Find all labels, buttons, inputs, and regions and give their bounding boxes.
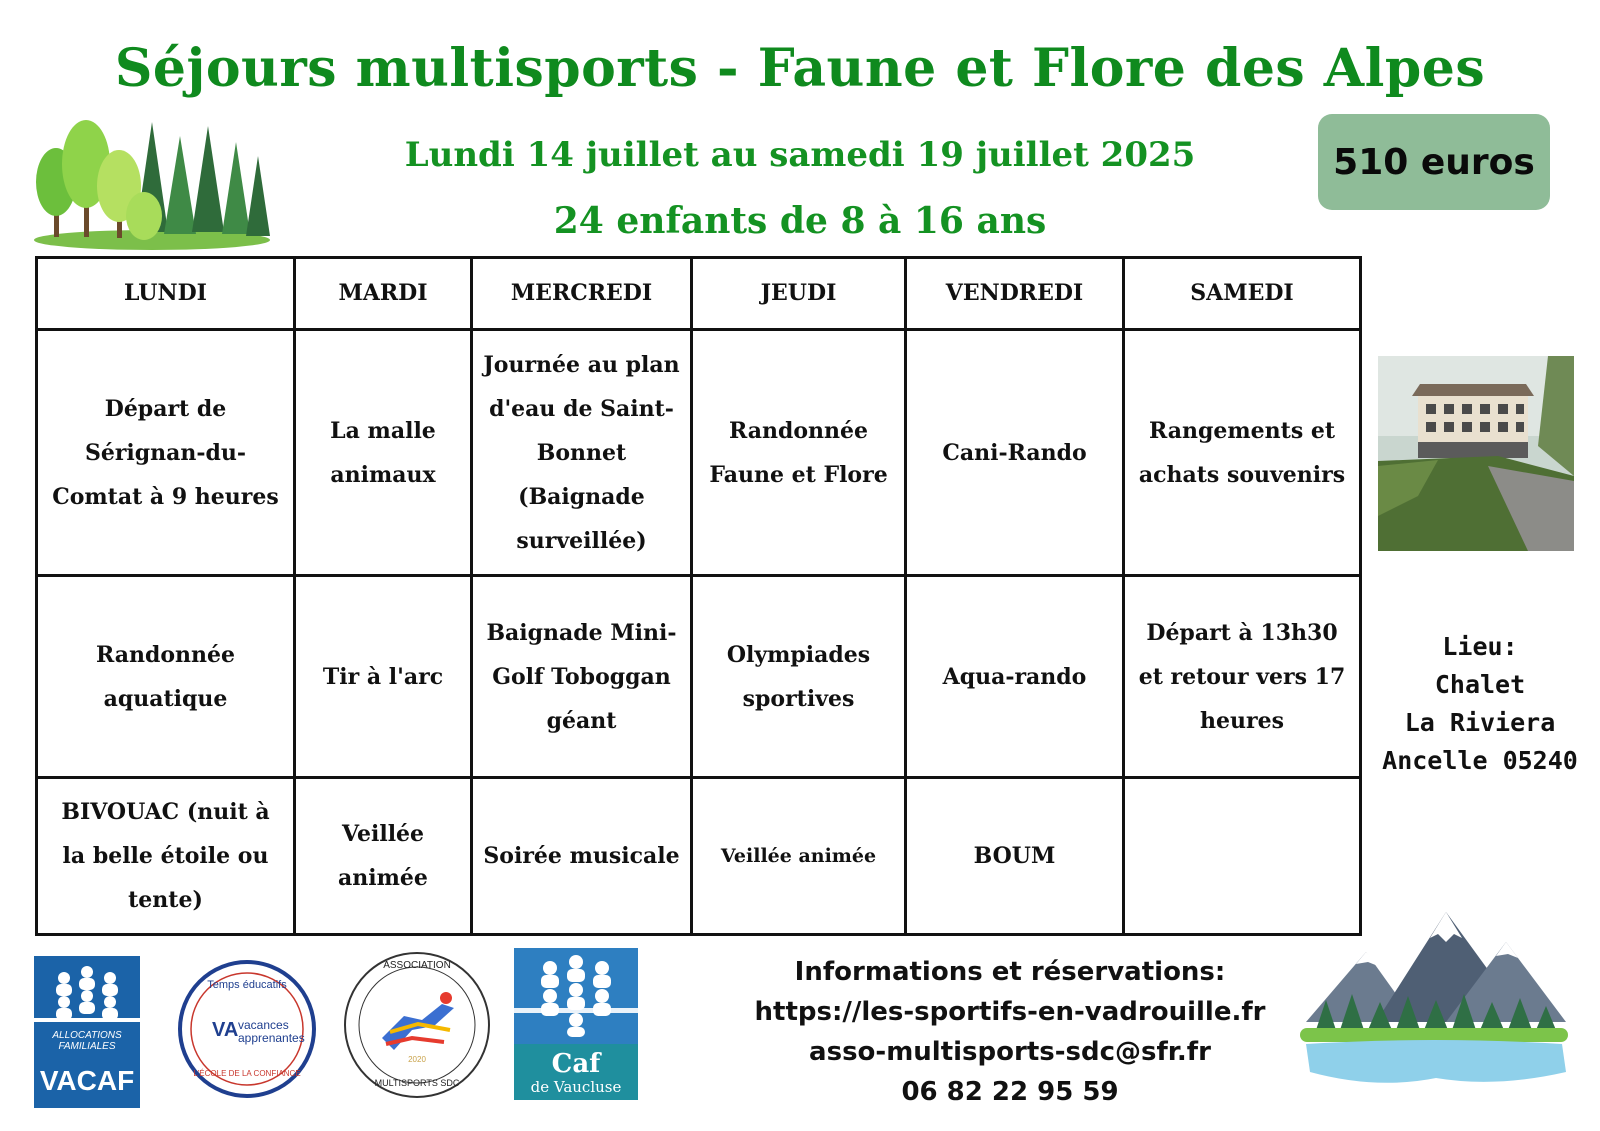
vacaf-text: ALLOCATIONS	[52, 1030, 122, 1041]
va-bottom-text: L'ÉCOLE DE LA CONFIANCE	[193, 1069, 301, 1078]
location-label: Lieu:	[1442, 632, 1518, 661]
info-heading: Informations et réservations:	[794, 957, 1226, 987]
day-header: JEUDI	[692, 258, 906, 330]
vacaf-text: FAMILIALES	[58, 1041, 116, 1052]
activity-cell	[1124, 777, 1361, 934]
caf-vaucluse-logo	[514, 948, 638, 1100]
activity-cell: Randonnée aquatique	[37, 576, 295, 778]
vacaf-logo	[34, 956, 140, 1108]
page-title: Séjours multisports - Faune et Flore des Alpes	[114, 38, 1486, 99]
contact-info	[740, 952, 1280, 1112]
website-link[interactable]: https://les-sportifs-en-vadrouille.fr	[754, 997, 1266, 1027]
chalet-photo	[1378, 356, 1574, 551]
activity-cell: Baignade Mini-Golf Toboggan géant	[472, 576, 692, 778]
association-multisports-logo	[342, 946, 492, 1104]
day-header: VENDREDI	[906, 258, 1124, 330]
va-text: vacances	[238, 1018, 289, 1032]
weekly-schedule-table	[35, 256, 1362, 936]
activity-cell: Aqua-rando	[906, 576, 1124, 778]
activity-cell: La malle animaux	[295, 329, 472, 575]
activity-cell: Départ de Sérignan-du-Comtat à 9 heures	[37, 329, 295, 575]
email-link[interactable]: asso-multisports-sdc@sfr.fr	[809, 1037, 1211, 1067]
va-text: apprenantes	[238, 1031, 305, 1045]
assoc-top-text: ASSOCIATION	[383, 960, 451, 971]
activity-cell: BOUM	[906, 777, 1124, 934]
location-name: Chalet	[1434, 670, 1526, 699]
phone-number: 06 82 22 95 59	[901, 1077, 1119, 1107]
svg-text:VA: VA	[212, 1019, 239, 1041]
vacaf-name: VACAF	[39, 1065, 135, 1096]
day-header: LUNDI	[37, 258, 295, 330]
assoc-year-text: 2020	[408, 1055, 426, 1064]
table-row	[37, 329, 1361, 575]
location-name: La Riviera	[1404, 708, 1556, 737]
day-header: MARDI	[295, 258, 472, 330]
table-row	[37, 777, 1361, 934]
location-address: Ancelle 05240	[1382, 746, 1578, 775]
activity-cell: Journée au plan d'eau de Saint-Bonnet (Baignade surveillée)	[472, 329, 692, 575]
price-badge: 510 euros	[1318, 114, 1550, 210]
dates-subtitle: Lundi 14 juillet au samedi 19 juillet 2025	[404, 135, 1196, 175]
location-block	[1360, 628, 1600, 780]
mountain-lake-illustration	[1296, 912, 1572, 1094]
activity-cell: Soirée musicale	[472, 777, 692, 934]
activity-cell: Cani-Rando	[906, 329, 1124, 575]
vacances-apprenantes-logo	[176, 958, 318, 1100]
activity-cell: Randonnée Faune et Flore	[692, 329, 906, 575]
day-header: SAMEDI	[1124, 258, 1361, 330]
caf-sub: de Vaucluse	[530, 1078, 622, 1096]
activity-cell: Veillée animée	[295, 777, 472, 934]
participants-subtitle: 24 enfants de 8 à 16 ans	[553, 200, 1047, 242]
caf-name: Caf	[551, 1049, 601, 1079]
forest-illustration	[32, 112, 272, 252]
activity-cell: Départ à 13h30 et retour vers 17 heures	[1124, 576, 1361, 778]
table-header-row	[37, 258, 1361, 330]
day-header: MERCREDI	[472, 258, 692, 330]
activity-cell: Tir à l'arc	[295, 576, 472, 778]
table-row	[37, 576, 1361, 778]
activity-cell: Olympiades sportives	[692, 576, 906, 778]
activity-cell: BIVOUAC (nuit à la belle étoile ou tente)	[37, 777, 295, 934]
va-top-text: Temps éducatifs	[207, 979, 287, 991]
activity-cell: Rangements et achats souvenirs	[1124, 329, 1361, 575]
assoc-bottom-text: MULTISPORTS SDC	[374, 1078, 460, 1088]
activity-cell: Veillée animée	[692, 777, 906, 934]
